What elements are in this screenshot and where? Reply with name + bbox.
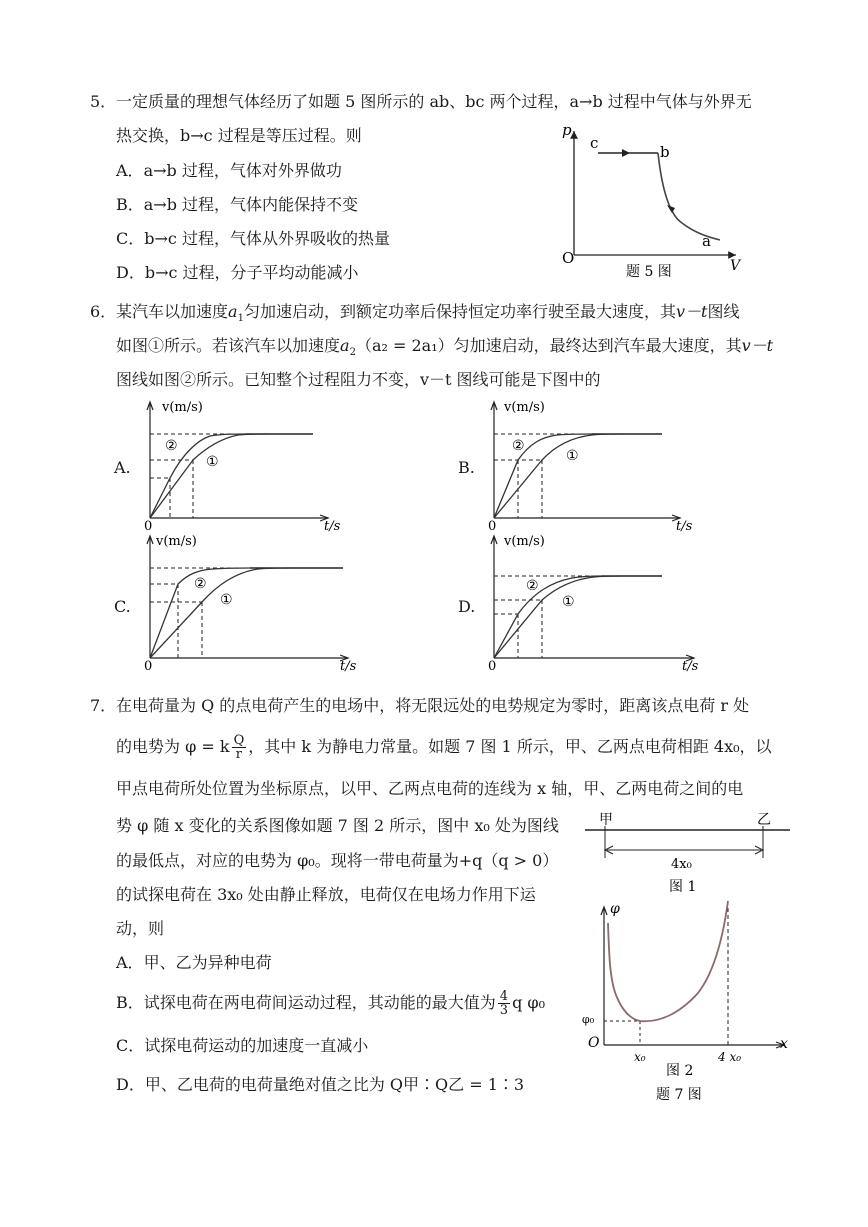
svg-text:x: x [780,1036,788,1052]
q5-stem-line1: 一定质量的理想气体经历了如题 5 图所示的 ab、bc 两个过程，a→b 过程中气体与外界无 [116,92,752,111]
svg-text:①: ① [220,592,233,608]
q7-number: 7． [90,696,117,715]
q5-origin: O [562,249,575,267]
svg-text:②: ② [526,578,539,594]
q5-figure [550,115,750,285]
q6-number: 6． [90,302,117,321]
svg-text:0: 0 [488,659,497,674]
q6-graph-a[interactable] [138,398,341,534]
svg-text:t/s: t/s [676,519,693,534]
q5-point-b: b [660,143,670,161]
q7-option-a[interactable]: A．甲、乙为异种电荷 [116,953,272,972]
q5-option-b[interactable]: B．a→b 过程，气体内能保持不变 [116,195,359,214]
svg-text:φ₀: φ₀ [582,1013,595,1026]
svg-text:①: ① [206,454,219,470]
svg-text:图 2: 图 2 [666,1063,694,1079]
q7-stem-line5: 的最低点，对应的电势为 φ₀。现将一带电荷量为+q（q > 0） [116,851,559,870]
svg-text:x₀: x₀ [634,1050,646,1064]
q7-figure-caption: 题 7 图 [656,1087,702,1103]
svg-text:②: ② [512,438,525,454]
q7-option-d[interactable]: D．甲、乙电荷的电荷量绝对值之比为 Q甲∶Q乙 = 1∶3 [116,1075,525,1094]
svg-text:0: 0 [488,519,497,534]
q5-ab-curve [658,153,720,240]
q7-figure-1 [585,808,795,898]
q6-option-d-label[interactable]: D. [458,597,476,616]
svg-text:①: ① [566,448,579,464]
q7-fig1-distance: 4x₀ [671,857,692,872]
q7-fig1-caption: 图 1 [669,879,697,895]
svg-text:t/s: t/s [340,659,357,674]
q5-p-label: p [562,121,572,139]
q5-point-a: a [702,232,711,250]
q5-bc-arrow [622,149,630,157]
q6-graph-c[interactable] [138,532,358,672]
svg-text:②: ② [165,438,178,454]
q5-v-label: V [730,258,741,274]
q7-stem-line1: 在电荷量为 Q 的点电荷产生的电场中，将无限远处的电势规定为零时，距离该点电荷 r 处 [116,696,750,715]
q6-graph-d[interactable] [482,532,707,672]
q5-ab-arrow [667,205,675,213]
svg-text:①: ① [562,594,575,610]
q5-point-c: c [590,134,599,152]
q7-fig2-curve [608,901,728,1021]
q5-option-c[interactable]: C．b→c 过程，气体从外界吸收的热量 [116,229,390,248]
q6-option-b-label[interactable]: B. [458,458,475,477]
q6-graph-b[interactable] [482,398,692,533]
q7-stem-line7: 动，则 [116,919,165,938]
q7-stem-line3: 甲点电荷所处位置为坐标原点，以甲、乙两点电荷的连线为 x 轴，甲、乙两电荷之间的电 [116,779,744,798]
q6-stem-line3: 图线如图②所示。已知整个过程阻力不变，v－t 图线可能是下图中的 [116,370,601,389]
q7-fig1-jia: 甲 [599,812,613,828]
q6-stem-line2: 如图①所示。若该汽车以加速度$a_2(a_2 = 2a_1)$匀加速启动，最终达到汽车最大速度，其v－t [116,336,774,359]
q5-option-d[interactable]: D．b→c 过程，分子平均动能减小 [116,263,359,282]
q6-option-c-label[interactable]: C. [114,597,131,616]
svg-text:v(m/s): v(m/s) [504,534,545,549]
q7-stem-line2: 的电势为 φ = k $\frac{Q}{r}$ ，其中 k 为静电力常量。如题 7 图 1 所示，甲、乙两点电荷相距 4x₀，以 [116,733,772,762]
svg-text:v(m/s): v(m/s) [504,400,545,415]
q7-fig1-yi: 乙 [757,812,771,828]
svg-text:0: 0 [144,659,153,674]
svg-text:t/s: t/s [682,659,699,674]
q6-option-a-label[interactable]: A. [114,458,131,477]
q7-figure-2 [580,895,800,1105]
svg-text:v(m/s): v(m/s) [156,534,197,549]
svg-text:4 x₀: 4 x₀ [718,1050,742,1064]
q7-option-c[interactable]: C．试探电荷运动的加速度一直减小 [116,1036,369,1055]
q7-option-b[interactable]: B．试探电荷在两电荷间运动过程，其动能的最大值为 $\frac{4}{3}$ q φ₀ [116,989,546,1018]
q5-number: 5． [90,92,117,111]
q7-stem-line6: 的试探电荷在 3x₀ 处由静止释放，电荷仅在电场力作用下运 [116,885,536,904]
svg-text:②: ② [194,576,207,592]
svg-text:0: 0 [144,519,153,534]
q6-stem-line1: 某汽车以加速度$a_1$匀加速启动，到额定功率后保持恒定功率行驶至最大速度，其v－t图线 [116,302,740,325]
svg-text:v(m/s): v(m/s) [162,400,203,415]
q5-stem-line2: 热交换，b→c 过程是等压过程。则 [116,126,362,145]
q7-stem-line4: 势 φ 随 x 变化的关系图像如题 7 图 2 所示，图中 x₀ 处为图线 [116,816,559,835]
q5-option-a[interactable]: A．a→b 过程，气体对外界做功 [116,161,342,180]
svg-text:O: O [588,1035,600,1051]
svg-text:φ: φ [610,901,620,917]
svg-text:t/s: t/s [324,519,341,534]
q5-caption: 题 5 图 [626,264,672,280]
